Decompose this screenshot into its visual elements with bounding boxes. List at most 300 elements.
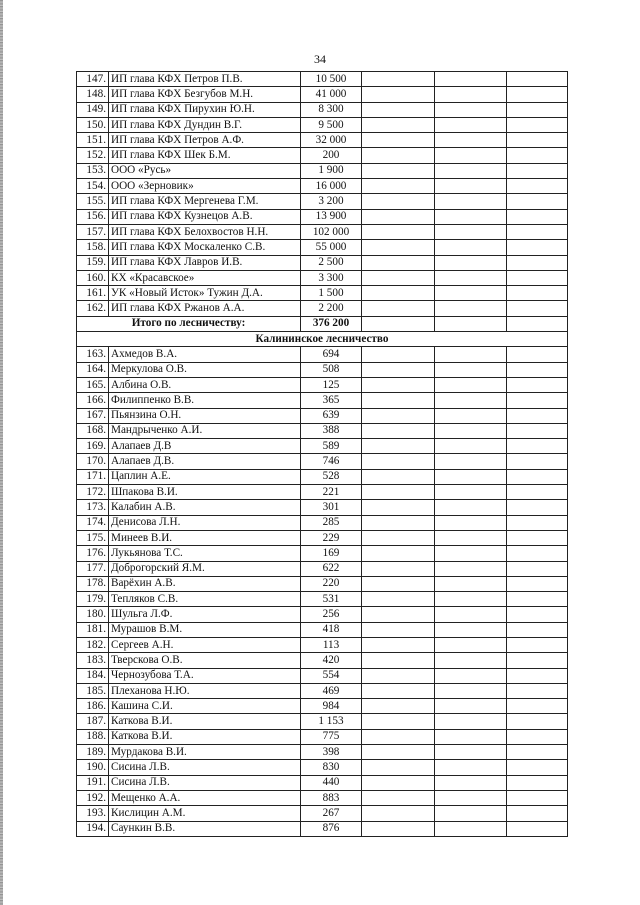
empty-cell [507,377,568,392]
row-number: 181. [77,622,109,637]
recipient-name: Каткова В.И. [109,729,301,744]
empty-cell [362,408,435,423]
empty-cell [507,683,568,698]
empty-cell [435,194,507,209]
empty-cell [362,270,435,285]
recipient-name: Денисова Л.Н. [109,515,301,530]
empty-cell [362,653,435,668]
table-row [77,790,568,805]
table-row [77,699,568,714]
empty-cell [507,362,568,377]
amount-cell: 256 [301,607,362,622]
amount-cell: 622 [301,561,362,576]
row-number: 158. [77,240,109,255]
amount-cell: 301 [301,500,362,515]
empty-cell [362,209,435,224]
empty-cell [507,469,568,484]
amount-cell: 113 [301,637,362,652]
empty-cell [507,117,568,132]
empty-cell [362,72,435,87]
empty-cell [507,224,568,239]
empty-cell [362,592,435,607]
empty-cell [435,790,507,805]
empty-cell [435,683,507,698]
recipient-name: Лукьянова Т.С. [109,546,301,561]
recipient-name: Пьянзина О.Н. [109,408,301,423]
section-title: Калининское лесничество [77,332,568,347]
table-row [77,240,568,255]
table-row [77,729,568,744]
recipient-name: Мещенко А.А. [109,790,301,805]
empty-cell [507,515,568,530]
table-row [77,775,568,790]
empty-cell [435,760,507,775]
table-row [77,393,568,408]
empty-cell [507,133,568,148]
empty-cell [435,408,507,423]
row-number: 164. [77,362,109,377]
empty-cell [362,347,435,362]
empty-cell [507,561,568,576]
row-number: 155. [77,194,109,209]
register-table-body [77,72,568,837]
table-row [77,362,568,377]
empty-cell [435,745,507,760]
empty-cell [362,760,435,775]
total-amount: 376 200 [301,316,362,331]
empty-cell [362,668,435,683]
table-row [77,546,568,561]
table-row [77,439,568,454]
row-number: 194. [77,821,109,836]
empty-cell [435,133,507,148]
empty-cell [507,255,568,270]
table-row [77,163,568,178]
amount-cell: 694 [301,347,362,362]
amount-cell: 418 [301,622,362,637]
amount-cell: 746 [301,454,362,469]
table-row [77,760,568,775]
empty-cell [362,806,435,821]
empty-cell [507,760,568,775]
empty-cell [507,179,568,194]
recipient-name: КХ «Красавское» [109,270,301,285]
empty-cell [435,377,507,392]
recipient-name: Меркулова О.В. [109,362,301,377]
empty-cell [362,637,435,652]
empty-cell [362,561,435,576]
row-number: 167. [77,408,109,423]
recipient-name: ИП глава КФХ Лавров И.В. [109,255,301,270]
empty-cell [507,87,568,102]
table-row [77,286,568,301]
amount-cell: 169 [301,546,362,561]
amount-cell: 13 900 [301,209,362,224]
empty-cell [362,515,435,530]
table-row [77,423,568,438]
amount-cell: 200 [301,148,362,163]
empty-cell [362,423,435,438]
empty-cell [435,255,507,270]
empty-cell [435,546,507,561]
row-number: 148. [77,87,109,102]
empty-cell [435,117,507,132]
recipient-name: Плеханова Н.Ю. [109,683,301,698]
empty-cell [435,668,507,683]
row-number: 151. [77,133,109,148]
empty-cell [507,790,568,805]
empty-cell [507,102,568,117]
empty-cell [507,500,568,515]
empty-cell [435,286,507,301]
row-number: 171. [77,469,109,484]
empty-cell [362,485,435,500]
recipient-name: ООО «Зерновик» [109,179,301,194]
empty-cell [362,469,435,484]
empty-cell [362,148,435,163]
empty-cell [435,714,507,729]
empty-cell [435,240,507,255]
empty-cell [362,133,435,148]
row-number: 176. [77,546,109,561]
amount-cell: 398 [301,745,362,760]
table-row [77,500,568,515]
row-number: 170. [77,454,109,469]
amount-cell: 220 [301,576,362,591]
empty-cell [435,500,507,515]
amount-cell: 388 [301,423,362,438]
table-row [77,745,568,760]
row-number: 161. [77,286,109,301]
empty-cell [507,439,568,454]
page-number: 34 [314,52,326,66]
table-row [77,270,568,285]
table-row [77,377,568,392]
recipient-name: Доброгорский Я.М. [109,561,301,576]
recipient-name: Каткова В.И. [109,714,301,729]
recipient-name: ИП глава КФХ Петров А.Ф. [109,133,301,148]
empty-cell [507,316,568,331]
amount-cell: 125 [301,377,362,392]
table-row [77,255,568,270]
table-row [77,683,568,698]
recipient-name: ИП глава КФХ Дундин В.Г. [109,117,301,132]
empty-cell [507,745,568,760]
recipient-name: Чернозубова Т.А. [109,668,301,683]
empty-cell [435,72,507,87]
empty-cell [435,454,507,469]
row-number: 166. [77,393,109,408]
amount-cell: 775 [301,729,362,744]
empty-cell [362,316,435,331]
empty-cell [362,821,435,836]
row-number: 185. [77,683,109,698]
amount-cell: 440 [301,775,362,790]
empty-cell [435,423,507,438]
amount-cell: 2 500 [301,255,362,270]
row-number: 157. [77,224,109,239]
recipient-name: УК «Новый Исток» Тужин Д.А. [109,286,301,301]
empty-cell [507,240,568,255]
empty-cell [362,683,435,698]
empty-cell [507,622,568,637]
amount-cell: 3 300 [301,270,362,285]
row-number: 152. [77,148,109,163]
empty-cell [435,163,507,178]
recipient-name: Алапаев Д.В. [109,454,301,469]
row-number: 172. [77,485,109,500]
recipient-name: Саункин В.В. [109,821,301,836]
empty-cell [435,393,507,408]
empty-cell [507,301,568,316]
empty-cell [507,729,568,744]
amount-cell: 102 000 [301,224,362,239]
recipient-name: ИП глава КФХ Пирухин Ю.Н. [109,102,301,117]
amount-cell: 469 [301,683,362,698]
empty-cell [435,301,507,316]
amount-cell: 10 500 [301,72,362,87]
empty-cell [362,454,435,469]
recipient-name: Цаплин А.Е. [109,469,301,484]
empty-cell [507,393,568,408]
empty-cell [435,469,507,484]
table-row [77,72,568,87]
empty-cell [507,423,568,438]
amount-cell: 420 [301,653,362,668]
empty-cell [362,530,435,545]
empty-cell [362,714,435,729]
empty-cell [507,668,568,683]
empty-cell [507,637,568,652]
empty-cell [435,148,507,163]
table-row [77,301,568,316]
table-row [77,224,568,239]
recipient-name: Филиппенко В.В. [109,393,301,408]
amount-cell: 1 153 [301,714,362,729]
empty-cell [507,699,568,714]
empty-cell [362,699,435,714]
section-header-row [77,332,568,347]
amount-cell: 3 200 [301,194,362,209]
empty-cell [435,637,507,652]
recipient-name: ООО «Русь» [109,163,301,178]
total-label: Итого по лесничеству: [77,316,301,331]
empty-cell [507,163,568,178]
amount-cell: 554 [301,668,362,683]
amount-cell: 55 000 [301,240,362,255]
recipient-name: Калабин А.В. [109,500,301,515]
empty-cell [362,377,435,392]
empty-cell [507,286,568,301]
recipient-name: ИП глава КФХ Москаленко С.В. [109,240,301,255]
empty-cell [435,561,507,576]
table-row [77,607,568,622]
empty-cell [435,224,507,239]
empty-cell [507,714,568,729]
recipient-name: Тепляков С.В. [109,592,301,607]
empty-cell [507,576,568,591]
empty-cell [507,209,568,224]
table-row [77,561,568,576]
empty-cell [507,806,568,821]
empty-cell [435,576,507,591]
recipient-name: Сисина Л.В. [109,760,301,775]
recipient-name: Мурдакова В.И. [109,745,301,760]
recipient-name: ИП глава КФХ Белохвостов Н.Н. [109,224,301,239]
recipient-name: Шпакова В.И. [109,485,301,500]
row-number: 187. [77,714,109,729]
recipient-name: Сергеев А.Н. [109,637,301,652]
row-number: 192. [77,790,109,805]
empty-cell [362,546,435,561]
register-table [76,71,568,837]
total-row [77,316,568,331]
empty-cell [362,286,435,301]
row-number: 190. [77,760,109,775]
empty-cell [362,393,435,408]
empty-cell [362,87,435,102]
amount-cell: 883 [301,790,362,805]
empty-cell [507,530,568,545]
empty-cell [362,255,435,270]
recipient-name: Сисина Л.В. [109,775,301,790]
recipient-name: Алапаев Д.В [109,439,301,454]
row-number: 147. [77,72,109,87]
empty-cell [507,347,568,362]
empty-cell [435,622,507,637]
row-number: 174. [77,515,109,530]
empty-cell [362,224,435,239]
empty-cell [435,439,507,454]
empty-cell [362,301,435,316]
empty-cell [435,699,507,714]
empty-cell [507,72,568,87]
amount-cell: 229 [301,530,362,545]
row-number: 173. [77,500,109,515]
table-row [77,194,568,209]
empty-cell [435,362,507,377]
table-row [77,102,568,117]
amount-cell: 531 [301,592,362,607]
empty-cell [362,790,435,805]
empty-cell [362,622,435,637]
row-number: 169. [77,439,109,454]
empty-cell [435,653,507,668]
amount-cell: 16 000 [301,179,362,194]
empty-cell [435,729,507,744]
row-number: 178. [77,576,109,591]
row-number: 165. [77,377,109,392]
empty-cell [362,362,435,377]
amount-cell: 508 [301,362,362,377]
recipient-name: Кислицин А.М. [109,806,301,821]
empty-cell [507,454,568,469]
amount-cell: 8 300 [301,102,362,117]
table-row [77,209,568,224]
amount-cell: 528 [301,469,362,484]
empty-cell [362,729,435,744]
empty-cell [435,179,507,194]
row-number: 179. [77,592,109,607]
empty-cell [507,546,568,561]
recipient-name: ИП глава КФХ Петров П.В. [109,72,301,87]
empty-cell [362,439,435,454]
amount-cell: 984 [301,699,362,714]
row-number: 191. [77,775,109,790]
recipient-name: ИП глава КФХ Безгубов М.Н. [109,87,301,102]
row-number: 154. [77,179,109,194]
row-number: 183. [77,653,109,668]
table-row [77,622,568,637]
empty-cell [362,607,435,622]
row-number: 159. [77,255,109,270]
amount-cell: 267 [301,806,362,821]
recipient-name: Мурашов В.М. [109,622,301,637]
empty-cell [507,270,568,285]
table-row [77,806,568,821]
empty-cell [362,500,435,515]
table-row [77,515,568,530]
row-number: 162. [77,301,109,316]
empty-cell [362,102,435,117]
empty-cell [507,653,568,668]
empty-cell [435,347,507,362]
empty-cell [435,821,507,836]
amount-cell: 285 [301,515,362,530]
table-row [77,133,568,148]
empty-cell [435,607,507,622]
table-row [77,117,568,132]
table-row [77,530,568,545]
amount-cell: 221 [301,485,362,500]
table-row [77,592,568,607]
row-number: 189. [77,745,109,760]
row-number: 180. [77,607,109,622]
empty-cell [362,240,435,255]
table-row [77,469,568,484]
amount-cell: 9 500 [301,117,362,132]
row-number: 149. [77,102,109,117]
row-number: 186. [77,699,109,714]
row-number: 184. [77,668,109,683]
table-row [77,668,568,683]
table-row [77,179,568,194]
table-row [77,576,568,591]
table-row [77,637,568,652]
amount-cell: 41 000 [301,87,362,102]
recipient-name: ИП глава КФХ Шек Б.М. [109,148,301,163]
empty-cell [435,530,507,545]
row-number: 156. [77,209,109,224]
amount-cell: 365 [301,393,362,408]
row-number: 177. [77,561,109,576]
table-row [77,408,568,423]
empty-cell [435,87,507,102]
table-row [77,347,568,362]
empty-cell [435,270,507,285]
empty-cell [435,316,507,331]
empty-cell [507,607,568,622]
amount-cell: 639 [301,408,362,423]
row-number: 168. [77,423,109,438]
recipient-name: ИП глава КФХ Мергенева Г.М. [109,194,301,209]
recipient-name: ИП глава КФХ Ржанов А.А. [109,301,301,316]
row-number: 175. [77,530,109,545]
row-number: 153. [77,163,109,178]
row-number: 193. [77,806,109,821]
table-row [77,87,568,102]
empty-cell [507,775,568,790]
